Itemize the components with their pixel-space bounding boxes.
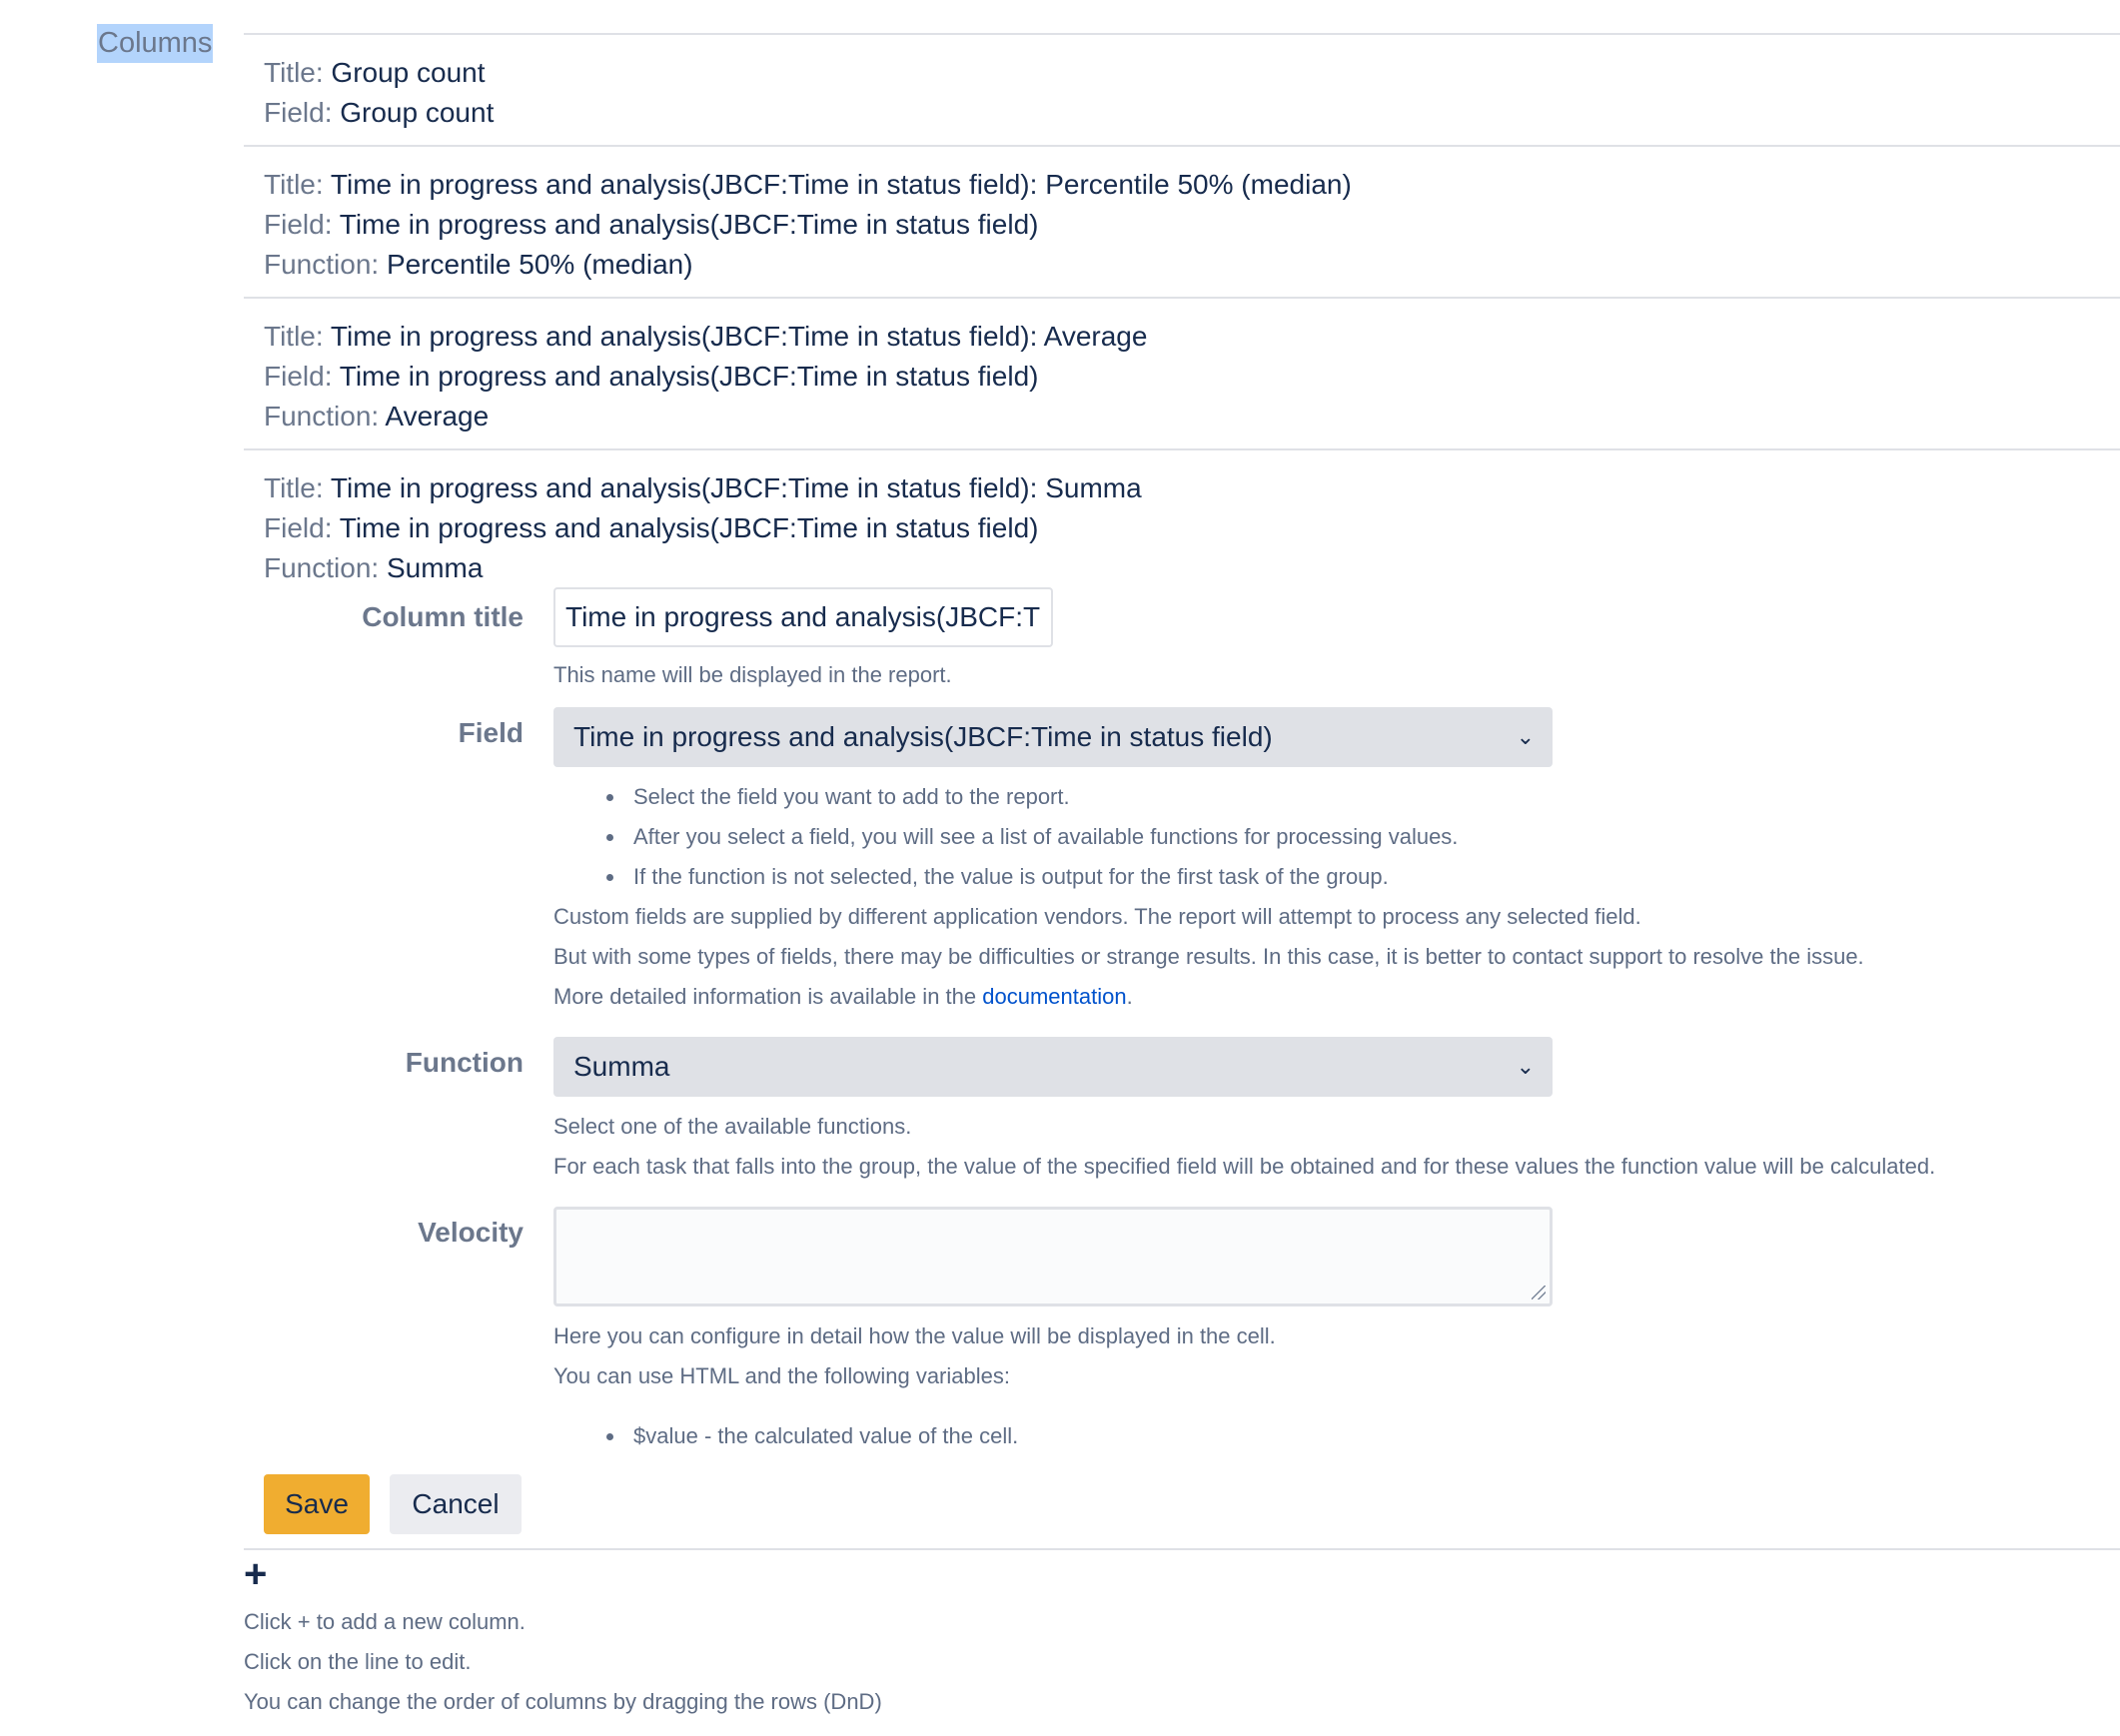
title-key: Title:: [264, 472, 324, 503]
velocity-hint-2: You can use HTML and the following variables:: [553, 1363, 1010, 1388]
function-key: Function:: [264, 552, 380, 583]
field-note-3-suffix: .: [1126, 984, 1133, 1009]
column-field-value: Time in progress and analysis(JBCF:Time in status field): [339, 209, 1039, 240]
columns-list: [244, 33, 2120, 600]
field-label: Field: [458, 717, 524, 748]
chevron-down-icon: ⌄: [1516, 1054, 1535, 1079]
column-field-value: Time in progress and analysis(JBCF:Time in status field): [339, 512, 1039, 543]
column-title-input[interactable]: Time in progress and analysis(JBCF:T: [553, 587, 1053, 647]
footer-hint-3: You can change the order of columns by dragging the rows (DnD): [244, 1689, 882, 1714]
column-row-4-editing[interactable]: [244, 448, 2120, 600]
save-button[interactable]: Save: [264, 1474, 370, 1534]
plus-icon[interactable]: +: [244, 1552, 268, 1596]
field-note-3: [553, 977, 1864, 1017]
footer-hint-2: Click on the line to edit.: [244, 1649, 472, 1674]
column-title-hint: This name will be displayed in the report.: [553, 662, 952, 687]
list-item: $value - the calculated value of the cell.: [633, 1416, 1553, 1456]
column-field-value: Group count: [340, 97, 495, 128]
chevron-down-icon: ⌄: [1516, 724, 1535, 749]
column-function-value: Average: [385, 401, 490, 432]
column-title-value: Group count: [331, 57, 486, 88]
function-select-value: Summa: [573, 1051, 670, 1082]
function-select[interactable]: [553, 1037, 1553, 1097]
velocity-textarea[interactable]: [553, 1207, 1553, 1306]
column-title-value: Time in progress and analysis(JBCF:Time in status field): Average: [330, 321, 1148, 352]
list-item: Select the field you want to add to the report.: [633, 777, 1864, 817]
list-item: After you select a field, you will see a list of available functions for processing values.: [633, 817, 1864, 857]
footer-hints: [244, 1602, 882, 1722]
function-key: Function:: [264, 401, 380, 432]
list-item: If the function is not selected, the value is output for the first task of the group.: [633, 857, 1864, 897]
field-note-2: But with some types of fields, there may be difficulties or strange results. In this case, it is better to contact support to resolve the issue.: [553, 944, 1864, 969]
velocity-variable-list: [553, 1416, 1553, 1456]
column-title-label: Column title: [362, 601, 524, 632]
column-field-value: Time in progress and analysis(JBCF:Time in status field): [339, 361, 1039, 392]
column-title-row: [244, 587, 2120, 707]
field-key: Field:: [264, 209, 333, 240]
column-function-value: Summa: [386, 552, 484, 583]
title-key: Title:: [264, 321, 324, 352]
column-title-value: Time in progress and analysis(JBCF:Time in status field): Summa: [330, 472, 1142, 503]
field-hint-list: [553, 777, 1864, 897]
column-title-value: Time in progress and analysis(JBCF:Time in status field): Percentile 50% (median): [330, 169, 1352, 200]
field-note-1: Custom fields are supplied by different application vendors. The report will attempt to process any selected field.: [553, 904, 1641, 929]
divider: [244, 1548, 2120, 1550]
field-select-value: Time in progress and analysis(JBCF:Time in status field): [573, 721, 1273, 752]
title-key: Title:: [264, 57, 324, 88]
documentation-link[interactable]: documentation: [982, 984, 1127, 1009]
column-row-2[interactable]: [244, 145, 2120, 297]
column-row-3[interactable]: [244, 297, 2120, 448]
field-select[interactable]: [553, 707, 1553, 767]
function-hint-2: For each task that falls into the group, the value of the specified field will be obtained and for these values the function value will be calculated.: [553, 1154, 1936, 1179]
column-function-value: Percentile 50% (median): [386, 249, 693, 280]
field-key: Field:: [264, 97, 333, 128]
title-key: Title:: [264, 169, 324, 200]
column-row-1[interactable]: [244, 33, 2120, 145]
function-hint-1: Select one of the available functions.: [553, 1114, 912, 1139]
cancel-button[interactable]: Cancel: [390, 1474, 522, 1534]
function-label: Function: [405, 1047, 524, 1078]
field-key: Field:: [264, 361, 333, 392]
function-key: Function:: [264, 249, 380, 280]
footer-hint-1: Click + to add a new column.: [244, 1609, 526, 1634]
column-edit-form: [244, 587, 2120, 1466]
velocity-row: [244, 1207, 2120, 1466]
velocity-hint-1: Here you can configure in detail how the value will be displayed in the cell.: [553, 1323, 1276, 1348]
velocity-label: Velocity: [418, 1217, 524, 1248]
section-label-columns: Columns: [97, 24, 213, 63]
function-row: [244, 1037, 2120, 1207]
field-note-3-text: More detailed information is available in the: [553, 984, 977, 1009]
field-key: Field:: [264, 512, 333, 543]
resize-handle-icon[interactable]: [1532, 1286, 1546, 1300]
field-row: [244, 707, 2120, 1037]
